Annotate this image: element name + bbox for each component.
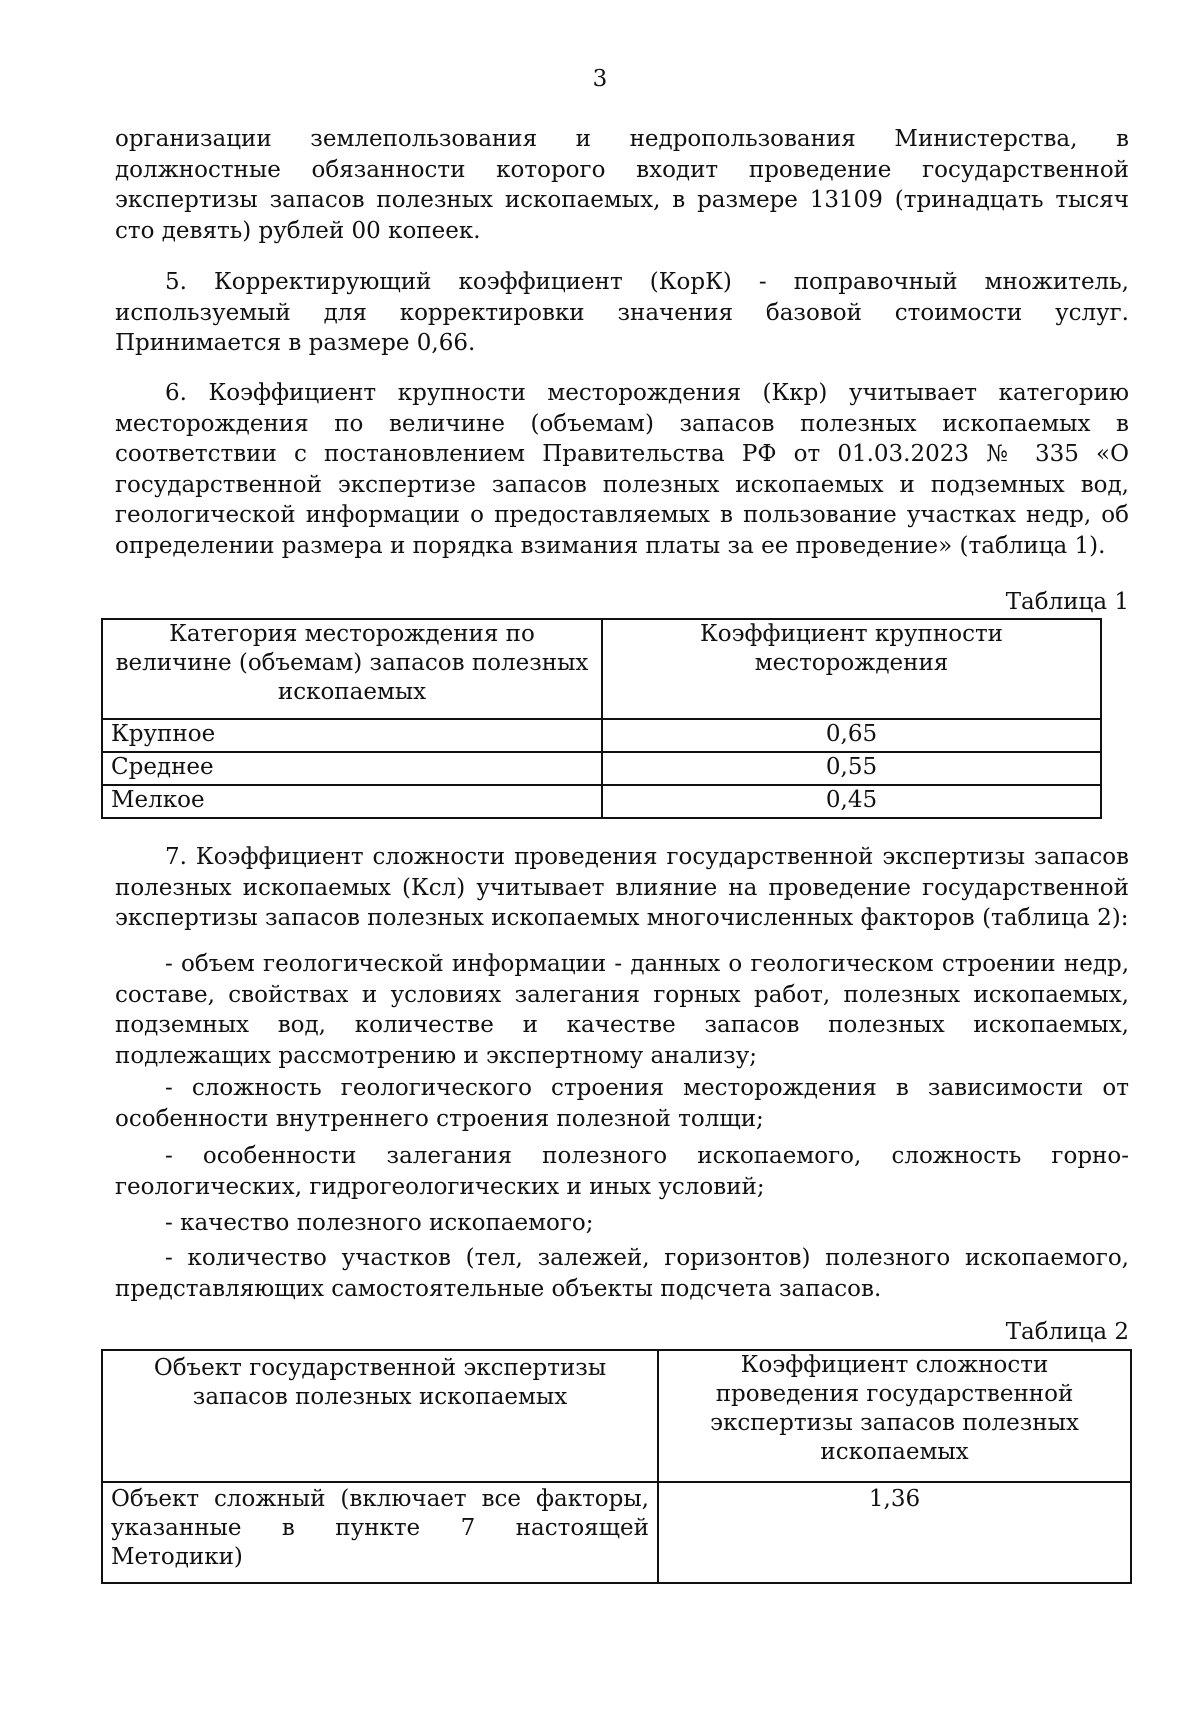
- bullet-quality: - качество полезного ископаемого;: [165, 1210, 594, 1236]
- table-row: [102, 1482, 1131, 1583]
- table-2: [101, 1349, 1132, 1584]
- table-1: [101, 618, 1102, 819]
- bullet-number-of-sections: - количество участков (тел, залежей, горизонтов) полезного ископаемого, представляющих самостоятельные объекты подсчета запасов.: [115, 1245, 1129, 1302]
- bullet-occurrence-features: - особенности залегания полезного ископаемого, сложность горно-геологических, гидрогеологических и иных условий;: [115, 1143, 1129, 1200]
- table-2-header-row: [102, 1350, 1131, 1482]
- paragraph-salary: организации землепользования и недропользования Министерства, в должностные обязанности которого входит проведение государственной экспертизы запасов полезных ископаемых, в размере 13109 (тринадцать тысяч сто девять) рублей 00 копеек.: [115, 126, 1129, 244]
- page-number: 3: [592, 66, 608, 92]
- table-1-header-cell: Коэффициент крупности месторождения: [602, 619, 1101, 719]
- table-cell-category: Крупное: [102, 719, 602, 752]
- table-2-header-cell: Объект государственной экспертизы запасов полезных ископаемых: [102, 1350, 658, 1482]
- table-cell-value: 0,45: [602, 785, 1101, 818]
- table-1-header-row: [102, 619, 1101, 719]
- table-1-header-cell: Категория месторождения по величине (объемам) запасов полезных ископаемых: [102, 619, 602, 719]
- bullet-geological-info: - объем геологической информации - данных о геологическом строении недр, составе, свойствах и условиях залегания горных работ, полезных ископаемых, подземных вод, количестве и качестве запасов полезных ископаемых, подлежащих рассмотрению и экспертному анализу;: [115, 951, 1129, 1069]
- table-row: [102, 785, 1101, 818]
- table-cell-value: 0,65: [602, 719, 1101, 752]
- table-row: [102, 752, 1101, 785]
- table-row: [102, 719, 1101, 752]
- bullet-geological-structure: - сложность геологического строения месторождения в зависимости от особенности внутреннего строения полезной толщи;: [115, 1075, 1129, 1132]
- paragraph-size-coefficient: 6. Коэффициент крупности месторождения (Ккр) учитывает категорию месторождения по величине (объемам) запасов полезных ископаемых в соответствии с постановлением Правительства РФ от 01.03.2023 № 335 «О государственной экспертизе запасов полезных ископаемых и подземных вод, геологической информации о предоставляемых в пользование участках недр, об определении размера и порядка взимания платы за ее проведение» (таблица 1).: [115, 380, 1129, 559]
- table-cell-value: 0,55: [602, 752, 1101, 785]
- paragraph-correction-coefficient: 5. Корректирующий коэффициент (КорК) - поправочный множитель, используемый для корректировки значения базовой стоимости услуг. Принимается в размере 0,66.: [115, 269, 1129, 356]
- table-2-header-cell: Коэффициент сложности проведения государственной экспертизы запасов полезных ископаемых: [658, 1350, 1131, 1482]
- table-cell-value: 1,36: [658, 1482, 1131, 1583]
- paragraph-complexity-coefficient: 7. Коэффициент сложности проведения государственной экспертизы запасов полезных ископаемых (Ксл) учитывает влияние на проведение государственной экспертизы запасов полезных ископаемых многочисленных факторов (таблица 2):: [115, 844, 1129, 931]
- table-cell-category: Среднее: [102, 752, 602, 785]
- table-2-caption: Таблица 2: [1005, 1319, 1129, 1345]
- table-cell-object: Объект сложный (включает все факторы, указанные в пункте 7 настоящей Методики): [102, 1482, 658, 1583]
- table-cell-category: Мелкое: [102, 785, 602, 818]
- table-1-caption: Таблица 1: [1005, 589, 1129, 615]
